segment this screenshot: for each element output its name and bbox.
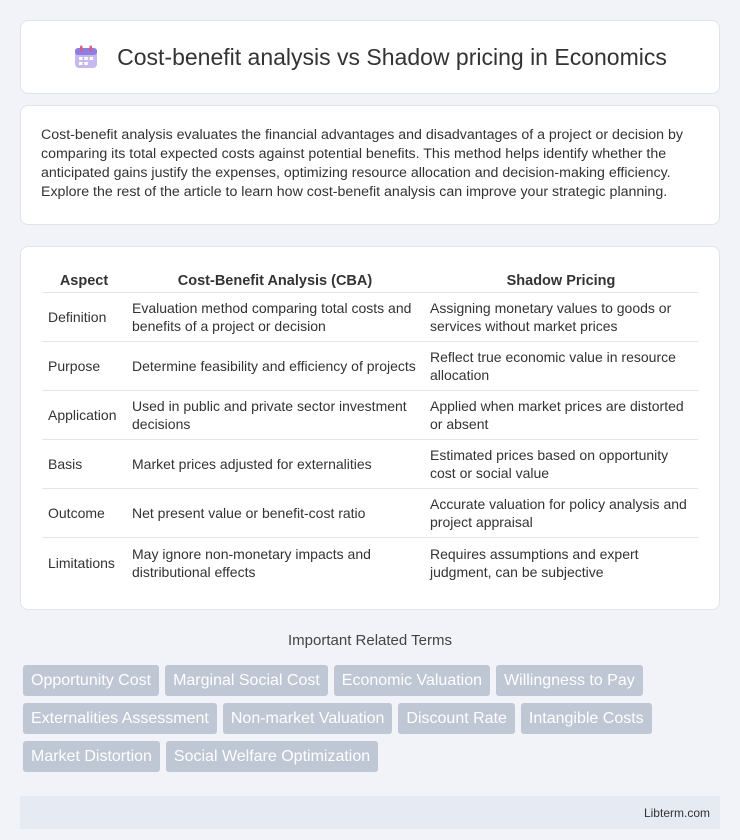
row-cba: Net present value or benefit-cost ratio bbox=[126, 489, 424, 538]
header-cba: Cost-Benefit Analysis (CBA) bbox=[126, 269, 424, 293]
row-shadow: Assigning monetary values to goods or services without market prices bbox=[424, 293, 698, 342]
comparison-table bbox=[42, 269, 698, 587]
table-row bbox=[42, 293, 698, 342]
comparison-table-card bbox=[20, 246, 720, 610]
row-aspect: Definition bbox=[42, 293, 126, 342]
tag-intangible-costs[interactable]: Intangible Costs bbox=[521, 703, 652, 734]
calendar-icon bbox=[73, 44, 99, 70]
tag-non-market-valuation[interactable]: Non-market Valuation bbox=[223, 703, 393, 734]
row-aspect: Application bbox=[42, 391, 126, 440]
row-shadow: Estimated prices based on opportunity cost or social value bbox=[424, 440, 698, 489]
page-title: Cost-benefit analysis vs Shadow pricing in Economics bbox=[117, 43, 667, 70]
page-header bbox=[20, 20, 720, 94]
table-row bbox=[42, 489, 698, 538]
row-aspect: Outcome bbox=[42, 489, 126, 538]
row-shadow: Accurate valuation for policy analysis and project appraisal bbox=[424, 489, 698, 538]
row-shadow: Reflect true economic value in resource allocation bbox=[424, 342, 698, 391]
table-row bbox=[42, 342, 698, 391]
row-aspect: Limitations bbox=[48, 554, 115, 571]
tag-opportunity-cost[interactable]: Opportunity Cost bbox=[23, 665, 159, 696]
row-cba: Evaluation method comparing total costs and benefits of a project or decision bbox=[126, 293, 424, 342]
table-row bbox=[42, 538, 698, 587]
intro-paragraph: Cost-benefit analysis evaluates the financial advantages and disadvantages of a project or decision by comparing its total expected costs against potential benefits. This method helps identify whether the anticipated gains justify the expenses, optimizing resource allocation and decision-making efficiency. Explore the rest of the article to learn how cost-benefit analysis can improve your strategic planning. bbox=[20, 105, 720, 225]
related-terms-title: Important Related Terms bbox=[288, 632, 452, 649]
table-row bbox=[42, 391, 698, 440]
row-shadow: Requires assumptions and expert judgment, can be subjective bbox=[430, 545, 639, 580]
row-cba: Market prices adjusted for externalities bbox=[126, 440, 424, 489]
row-aspect: Purpose bbox=[42, 342, 126, 391]
table-row bbox=[42, 440, 698, 489]
row-aspect: Basis bbox=[42, 440, 126, 489]
row-cba: Used in public and private sector investment decisions bbox=[126, 391, 424, 440]
header-aspect: Aspect bbox=[42, 269, 126, 293]
table-header-row bbox=[42, 269, 698, 293]
related-terms-tags bbox=[20, 665, 720, 773]
tag-marginal-social-cost[interactable]: Marginal Social Cost bbox=[165, 665, 328, 696]
footer bbox=[20, 796, 720, 829]
tag-discount-rate[interactable]: Discount Rate bbox=[398, 703, 515, 734]
row-shadow: Applied when market prices are distorted or absent bbox=[424, 391, 698, 440]
tag-market-distortion[interactable]: Market Distortion bbox=[23, 741, 160, 772]
row-cba: Determine feasibility and efficiency of projects bbox=[126, 342, 424, 391]
tag-economic-valuation[interactable]: Economic Valuation bbox=[334, 665, 490, 696]
footer-site-link[interactable]: Libterm.com bbox=[643, 805, 710, 820]
row-cba: May ignore non-monetary impacts and distributional effects bbox=[132, 545, 371, 580]
tag-externalities-assessment[interactable]: Externalities Assessment bbox=[23, 703, 217, 734]
header-shadow-pricing: Shadow Pricing bbox=[424, 269, 698, 293]
tag-social-welfare-optimization[interactable]: Social Welfare Optimization bbox=[166, 741, 378, 772]
tag-willingness-to-pay[interactable]: Willingness to Pay bbox=[496, 665, 643, 696]
